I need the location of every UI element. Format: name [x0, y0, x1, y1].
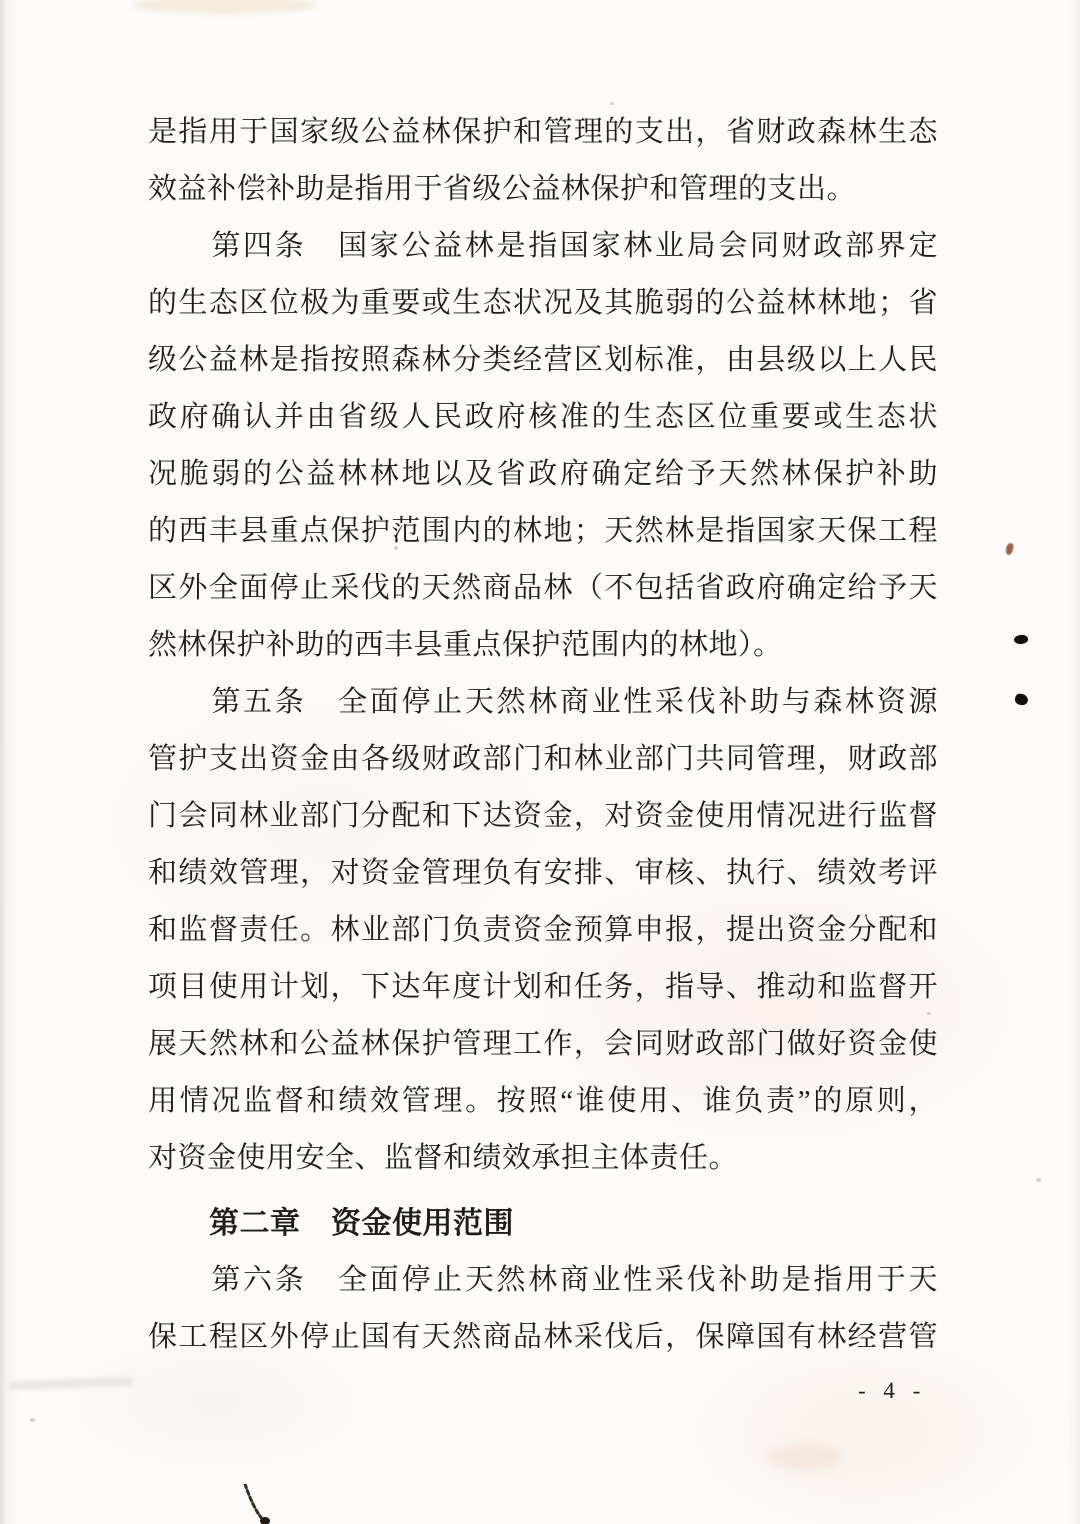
text-line: 第六条 全面停止天然林商业性采伐补助是指用于天 [148, 1264, 938, 1296]
text-line: 保工程区外停止国有天然商品林采伐后，保障国有林经营管 [148, 1321, 938, 1353]
text-line: 是指用于国家级公益林保护和管理的支出，省财政森林生态 [148, 116, 938, 148]
ink-speck-red [1005, 542, 1015, 555]
text-line: 况脆弱的公益林林地以及省政府确定给予天然林保护补助 [148, 458, 938, 490]
dust-speck [1036, 1178, 1041, 1182]
scratch-mark [238, 1484, 278, 1524]
text-line: 项目使用计划，下达年度计划和任务，指导、推动和监督开 [148, 971, 938, 1003]
scan-streak [8, 1377, 133, 1390]
text-line: 用情况监督和绩效管理。按照“谁使用、谁负责”的原则， [148, 1085, 938, 1117]
chapter-heading: 第二章 资金使用范围 [148, 1207, 514, 1240]
ink-dot [1013, 634, 1028, 645]
dust-speck [30, 1418, 35, 1422]
text-line: 门会同林业部门分配和下达资金，对资金使用情况进行监督 [148, 800, 938, 832]
text-line: 管护支出资金由各级财政部门和林业部门共同管理，财政部 [148, 743, 938, 775]
text-line: 和监督责任。林业部门负责资金预算申报，提出资金分配和 [148, 914, 938, 946]
text-line: 对资金使用安全、监督和绩效承担主体责任。 [148, 1142, 739, 1174]
text-line: 级公益林是指按照森林分类经营区划标准，由县级以上人民 [148, 344, 938, 376]
scan-smudge [766, 1444, 844, 1470]
text-line: 展天然林和公益林保护管理工作，会同财政部门做好资金使 [148, 1028, 938, 1060]
text-line: 效益补偿补助是指用于省级公益林保护和管理的支出。 [148, 173, 857, 205]
text-line: 第四条 国家公益林是指国家林业局会同财政部界定 [148, 230, 938, 262]
text-line: 然林保护补助的西丰县重点保护范围内的林地）。 [148, 629, 783, 661]
page-number: - 4 - [858, 1378, 927, 1403]
scan-smudge-top [132, 0, 317, 14]
ink-dot [1014, 693, 1029, 706]
document-body [148, 104, 938, 1366]
text-line: 第五条 全面停止天然林商业性采伐补助与森林资源 [148, 686, 938, 718]
text-line: 的生态区位极为重要或生态状况及其脆弱的公益林林地；省 [148, 287, 938, 319]
text-line: 的西丰县重点保护范围内的林地；天然林是指国家天保工程 [148, 515, 938, 547]
text-line: 和绩效管理，对资金管理负有安排、审核、执行、绩效考评 [148, 857, 938, 889]
text-line: 区外全面停止采伐的天然商品林（不包括省政府确定给予天 [148, 572, 938, 604]
text-line: 政府确认并由省级人民政府核准的生态区位重要或生态状 [148, 401, 938, 433]
